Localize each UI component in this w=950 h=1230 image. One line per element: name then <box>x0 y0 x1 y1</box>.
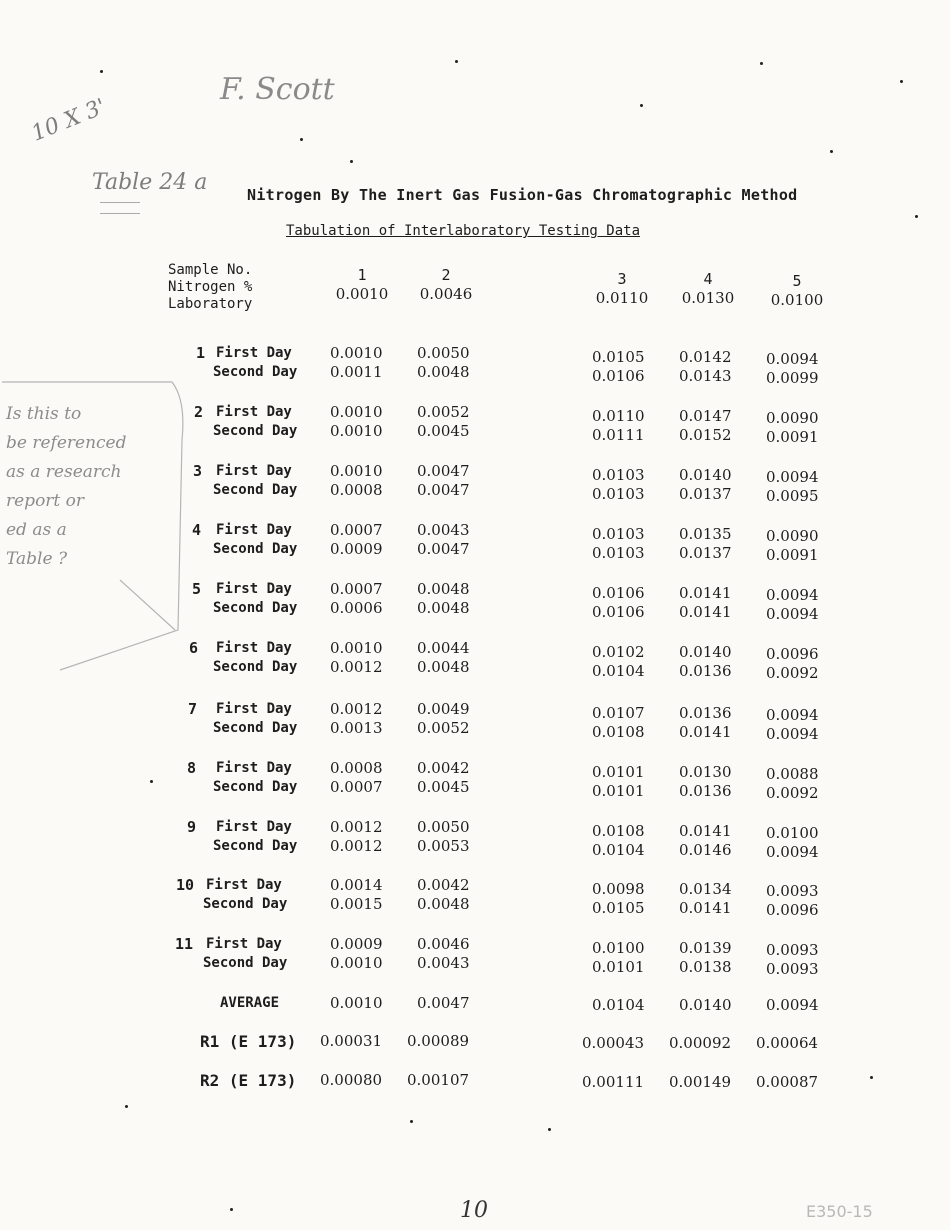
summary-cell: 0.00087 <box>756 1073 819 1091</box>
cell-second-day: 0.0141 <box>679 603 732 621</box>
cell-second-day: 0.0152 <box>679 426 732 444</box>
cell-second-day: 0.0138 <box>679 958 732 976</box>
cell-second-day: 0.0136 <box>679 782 732 800</box>
cell-second-day: 0.0045 <box>417 778 470 796</box>
cell-first-day: 0.0108 <box>592 822 645 840</box>
cell-first-day: 0.0142 <box>679 348 732 366</box>
column-nitrogen: 0.0100 <box>770 291 824 309</box>
document-title: Nitrogen By The Inert Gas Fusion-Gas Chromatographic Method <box>247 186 798 204</box>
header-labels <box>168 262 252 313</box>
column-number: 3 <box>617 270 627 288</box>
summary-cell: 0.00107 <box>407 1071 470 1089</box>
cell-first-day: 0.0147 <box>679 407 732 425</box>
lab-number: 11 <box>175 935 194 953</box>
summary-cell: 0.0010 <box>330 994 383 1012</box>
cell-first-day: 0.0100 <box>592 939 645 957</box>
lab-second-day-label: Second Day <box>213 482 298 498</box>
cell-second-day: 0.0013 <box>330 719 383 737</box>
scan-speck <box>230 1208 233 1211</box>
cell-first-day: 0.0136 <box>679 704 732 722</box>
cell-first-day: 0.0107 <box>592 704 645 722</box>
cell-second-day: 0.0146 <box>679 841 732 859</box>
summary-cell: 0.00111 <box>582 1073 645 1091</box>
signature: F. Scott <box>220 72 335 107</box>
lab-first-day-label: First Day <box>216 581 292 597</box>
column-nitrogen: 0.0110 <box>595 289 649 307</box>
cell-first-day: 0.0110 <box>592 407 645 425</box>
scan-speck <box>900 80 903 83</box>
cell-first-day: 0.0094 <box>766 468 819 486</box>
scan-speck <box>150 780 153 783</box>
cell-second-day: 0.0015 <box>330 895 383 913</box>
lab-second-day-label: Second Day <box>213 720 298 736</box>
side-note-line: Table ? <box>6 549 68 569</box>
lab-first-day-label: First Day <box>216 701 292 717</box>
cell-first-day: 0.0094 <box>766 586 819 604</box>
cell-first-day: 0.0047 <box>417 462 470 480</box>
scan-speck <box>350 160 353 163</box>
lab-number: 8 <box>187 759 197 777</box>
scan-speck <box>125 1105 128 1108</box>
cell-second-day: 0.0008 <box>330 481 383 499</box>
cell-first-day: 0.0010 <box>330 403 383 421</box>
cell-second-day: 0.0104 <box>592 841 645 859</box>
side-note <box>6 400 127 574</box>
cell-second-day: 0.0103 <box>592 544 645 562</box>
cell-second-day: 0.0093 <box>766 960 819 978</box>
table-label: Table 24 a <box>92 170 208 195</box>
cell-first-day: 0.0008 <box>330 759 383 777</box>
lab-second-day-label: Second Day <box>213 659 298 675</box>
side-note-line: as a research <box>6 462 122 482</box>
summary-cell: 0.0094 <box>766 996 819 1014</box>
cell-second-day: 0.0104 <box>592 662 645 680</box>
summary-cell: 0.0104 <box>592 996 645 1014</box>
document-subtitle: Tabulation of Interlaboratory Testing Data <box>286 223 641 239</box>
cell-second-day: 0.0007 <box>330 778 383 796</box>
cell-second-day: 0.0009 <box>330 540 383 558</box>
cell-second-day: 0.0096 <box>766 901 819 919</box>
lab-number: 3 <box>193 462 203 480</box>
cell-second-day: 0.0106 <box>592 367 645 385</box>
cell-first-day: 0.0135 <box>679 525 732 543</box>
lab-number: 1 <box>196 344 206 362</box>
cell-first-day: 0.0009 <box>330 935 383 953</box>
cell-first-day: 0.0007 <box>330 580 383 598</box>
cell-first-day: 0.0096 <box>766 645 819 663</box>
cell-first-day: 0.0050 <box>417 818 470 836</box>
scan-speck <box>410 1120 413 1123</box>
cell-second-day: 0.0137 <box>679 544 732 562</box>
cell-second-day: 0.0048 <box>417 658 470 676</box>
lab-first-day-label: First Day <box>216 345 292 361</box>
summary-label: AVERAGE <box>220 995 280 1011</box>
lab-number: 7 <box>188 700 198 718</box>
lab-first-day-label: First Day <box>216 522 292 538</box>
top-left-note: 10 X 3' <box>28 94 110 147</box>
lab-second-day-label: Second Day <box>213 838 298 854</box>
summary-cell: 0.00089 <box>407 1032 470 1050</box>
summary-cell: 0.00080 <box>320 1071 383 1089</box>
cell-second-day: 0.0010 <box>330 422 383 440</box>
lab-second-day-label: Second Day <box>203 896 288 912</box>
summary-label: R1 (E 173) <box>200 1032 297 1051</box>
column-nitrogen: 0.0010 <box>335 285 389 303</box>
cell-second-day: 0.0095 <box>766 487 819 505</box>
lab-first-day-label: First Day <box>216 640 292 656</box>
cell-first-day: 0.0048 <box>417 580 470 598</box>
page-number: 10 <box>460 1198 488 1223</box>
column-header-2 <box>406 266 486 304</box>
summary-cell: 0.00031 <box>320 1032 383 1050</box>
cell-first-day: 0.0050 <box>417 344 470 362</box>
cell-second-day: 0.0106 <box>592 603 645 621</box>
cell-first-day: 0.0098 <box>592 880 645 898</box>
cell-second-day: 0.0043 <box>417 954 470 972</box>
column-header-4 <box>668 270 748 308</box>
summary-cell: 0.00064 <box>756 1034 819 1052</box>
cell-second-day: 0.0006 <box>330 599 383 617</box>
cell-first-day: 0.0010 <box>330 462 383 480</box>
cell-first-day: 0.0134 <box>679 880 732 898</box>
scan-speck <box>870 1076 873 1079</box>
lab-first-day-label: First Day <box>216 404 292 420</box>
cell-second-day: 0.0141 <box>679 899 732 917</box>
cell-second-day: 0.0143 <box>679 367 732 385</box>
cell-second-day: 0.0091 <box>766 546 819 564</box>
cell-second-day: 0.0010 <box>330 954 383 972</box>
scan-speck <box>915 215 918 218</box>
cell-first-day: 0.0140 <box>679 466 732 484</box>
cell-second-day: 0.0048 <box>417 895 470 913</box>
cell-second-day: 0.0141 <box>679 723 732 741</box>
cell-second-day: 0.0094 <box>766 725 819 743</box>
cell-second-day: 0.0103 <box>592 485 645 503</box>
cell-first-day: 0.0090 <box>766 527 819 545</box>
cell-second-day: 0.0137 <box>679 485 732 503</box>
cell-second-day: 0.0101 <box>592 958 645 976</box>
scan-speck <box>548 1128 551 1131</box>
cell-second-day: 0.0111 <box>592 426 645 444</box>
column-nitrogen: 0.0046 <box>419 285 473 303</box>
lab-first-day-label: First Day <box>216 760 292 776</box>
cell-first-day: 0.0141 <box>679 584 732 602</box>
lab-first-day-label: First Day <box>216 819 292 835</box>
summary-cell: 0.00149 <box>669 1073 732 1091</box>
cell-first-day: 0.0090 <box>766 409 819 427</box>
sample-label: Sample No. <box>168 262 253 278</box>
cell-first-day: 0.0007 <box>330 521 383 539</box>
column-header-3 <box>582 270 662 308</box>
column-number: 2 <box>441 266 451 284</box>
cell-second-day: 0.0012 <box>330 837 383 855</box>
cell-second-day: 0.0011 <box>330 363 383 381</box>
cell-first-day: 0.0105 <box>592 348 645 366</box>
cell-first-day: 0.0014 <box>330 876 383 894</box>
cell-first-day: 0.0043 <box>417 521 470 539</box>
column-header-1 <box>322 266 402 304</box>
cell-first-day: 0.0052 <box>417 403 470 421</box>
cell-first-day: 0.0093 <box>766 941 819 959</box>
cell-second-day: 0.0136 <box>679 662 732 680</box>
cell-first-day: 0.0141 <box>679 822 732 840</box>
cell-second-day: 0.0047 <box>417 540 470 558</box>
lab-second-day-label: Second Day <box>213 364 298 380</box>
lab-number: 10 <box>176 876 195 894</box>
cell-second-day: 0.0045 <box>417 422 470 440</box>
cell-second-day: 0.0108 <box>592 723 645 741</box>
lab-first-day-label: First Day <box>206 936 282 952</box>
lab-second-day-label: Second Day <box>213 779 298 795</box>
cell-second-day: 0.0012 <box>330 658 383 676</box>
cell-first-day: 0.0042 <box>417 876 470 894</box>
cell-first-day: 0.0046 <box>417 935 470 953</box>
cell-second-day: 0.0091 <box>766 428 819 446</box>
side-note-line: ed as a <box>6 520 67 540</box>
column-number: 1 <box>357 266 367 284</box>
cell-second-day: 0.0092 <box>766 784 819 802</box>
cell-first-day: 0.0042 <box>417 759 470 777</box>
cell-second-day: 0.0092 <box>766 664 819 682</box>
cell-first-day: 0.0139 <box>679 939 732 957</box>
cell-first-day: 0.0106 <box>592 584 645 602</box>
cell-first-day: 0.0103 <box>592 466 645 484</box>
column-nitrogen: 0.0130 <box>681 289 735 307</box>
column-number: 4 <box>703 270 713 288</box>
summary-label: R2 (E 173) <box>200 1071 297 1090</box>
laboratory-label: Laboratory <box>168 296 253 312</box>
cell-first-day: 0.0094 <box>766 706 819 724</box>
lab-number: 4 <box>192 521 202 539</box>
cell-first-day: 0.0100 <box>766 824 819 842</box>
scan-speck <box>455 60 458 63</box>
scan-speck <box>830 150 833 153</box>
cell-second-day: 0.0048 <box>417 363 470 381</box>
cell-second-day: 0.0047 <box>417 481 470 499</box>
table-label-underline <box>100 202 140 214</box>
lab-second-day-label: Second Day <box>213 423 298 439</box>
lab-first-day-label: First Day <box>206 877 282 893</box>
lab-second-day-label: Second Day <box>213 600 298 616</box>
scan-speck <box>300 138 303 141</box>
side-note-line: report or <box>6 491 85 511</box>
summary-cell: 0.00092 <box>669 1034 732 1052</box>
cell-first-day: 0.0130 <box>679 763 732 781</box>
cell-second-day: 0.0105 <box>592 899 645 917</box>
lab-second-day-label: Second Day <box>203 955 288 971</box>
side-note-line: be referenced <box>6 433 127 453</box>
cell-first-day: 0.0012 <box>330 818 383 836</box>
cell-second-day: 0.0094 <box>766 843 819 861</box>
lab-first-day-label: First Day <box>216 463 292 479</box>
cell-second-day: 0.0052 <box>417 719 470 737</box>
cell-first-day: 0.0094 <box>766 350 819 368</box>
column-header-5 <box>757 272 837 310</box>
cell-second-day: 0.0094 <box>766 605 819 623</box>
scan-speck <box>760 62 763 65</box>
scan-speck <box>100 70 103 73</box>
cell-first-day: 0.0010 <box>330 344 383 362</box>
nitrogen-label: Nitrogen % <box>168 279 253 295</box>
cell-second-day: 0.0053 <box>417 837 470 855</box>
cell-second-day: 0.0099 <box>766 369 819 387</box>
cell-first-day: 0.0088 <box>766 765 819 783</box>
cell-first-day: 0.0140 <box>679 643 732 661</box>
cell-first-day: 0.0093 <box>766 882 819 900</box>
lab-number: 2 <box>194 403 204 421</box>
cell-second-day: 0.0101 <box>592 782 645 800</box>
cell-first-day: 0.0010 <box>330 639 383 657</box>
lab-second-day-label: Second Day <box>213 541 298 557</box>
cell-first-day: 0.0102 <box>592 643 645 661</box>
lab-number: 9 <box>187 818 197 836</box>
cell-first-day: 0.0049 <box>417 700 470 718</box>
summary-cell: 0.0140 <box>679 996 732 1014</box>
scan-speck <box>640 104 643 107</box>
column-number: 5 <box>792 272 802 290</box>
cell-first-day: 0.0012 <box>330 700 383 718</box>
cell-first-day: 0.0044 <box>417 639 470 657</box>
document-stamp: E350-15 <box>806 1202 873 1221</box>
side-note-line: Is this to <box>6 404 82 424</box>
cell-first-day: 0.0101 <box>592 763 645 781</box>
lab-number: 5 <box>192 580 202 598</box>
cell-first-day: 0.0103 <box>592 525 645 543</box>
lab-number: 6 <box>189 639 199 657</box>
summary-cell: 0.0047 <box>417 994 470 1012</box>
summary-cell: 0.00043 <box>582 1034 645 1052</box>
cell-second-day: 0.0048 <box>417 599 470 617</box>
